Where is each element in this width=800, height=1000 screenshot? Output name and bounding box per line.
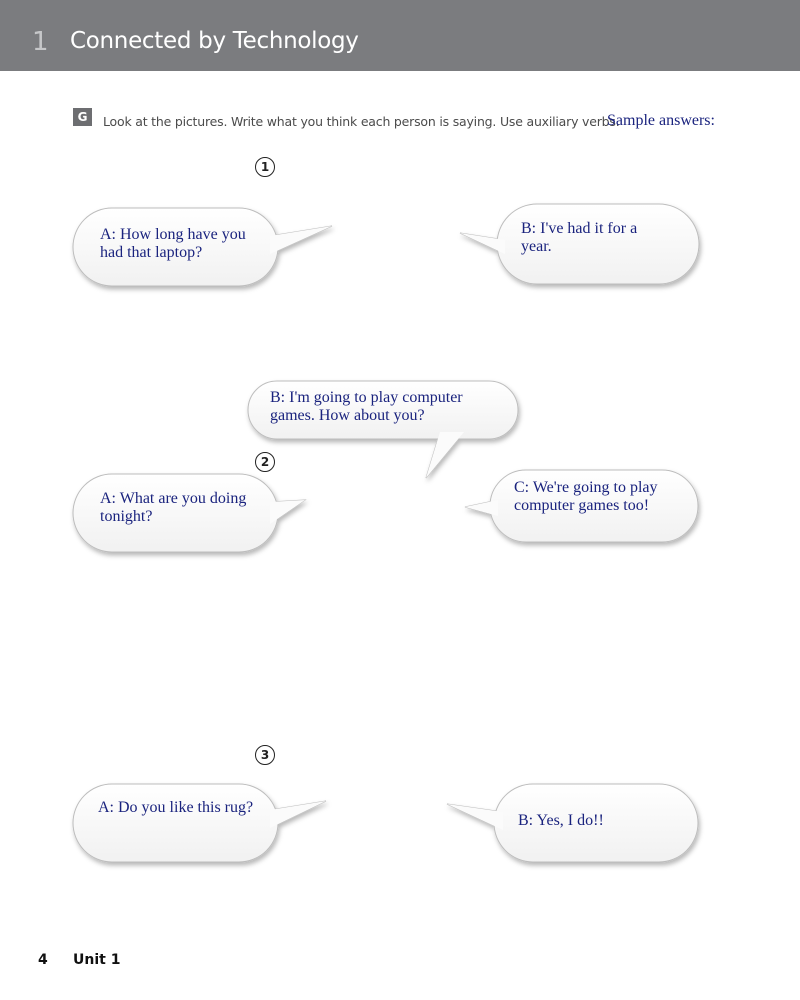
speech-bubble (73, 784, 326, 862)
picture-marker-2: 2 (255, 452, 275, 472)
bubble-text: B: Yes, I do!! (518, 812, 604, 829)
bubble-text: A: What are you doing tonight? (100, 490, 247, 525)
exercise-instruction: Look at the pictures. Write what you think each person is saying. Use auxiliary verbs. (103, 114, 620, 129)
page-number: 4 (38, 952, 48, 968)
bubble-text: A: Do you like this rug? (98, 799, 254, 816)
footer-unit-label: Unit 1 (73, 952, 121, 968)
exercise-letter-badge: G (73, 108, 92, 126)
picture-marker-1: 1 (255, 157, 275, 177)
bubble-text: B: I'm going to play computer games. How about you? (270, 389, 463, 424)
chapter-title: Connected by Technology (70, 28, 359, 54)
bubble-text: A: How long have you had that laptop? (100, 226, 246, 261)
picture-marker-3: 3 (255, 745, 275, 765)
sample-answers-label: Sample answers: (607, 112, 715, 129)
unit-number: 1 (32, 27, 49, 57)
bubble-text: C: We're going to play computer games too! (514, 479, 658, 514)
bubble-text: B: I've had it for a year. (521, 220, 638, 255)
